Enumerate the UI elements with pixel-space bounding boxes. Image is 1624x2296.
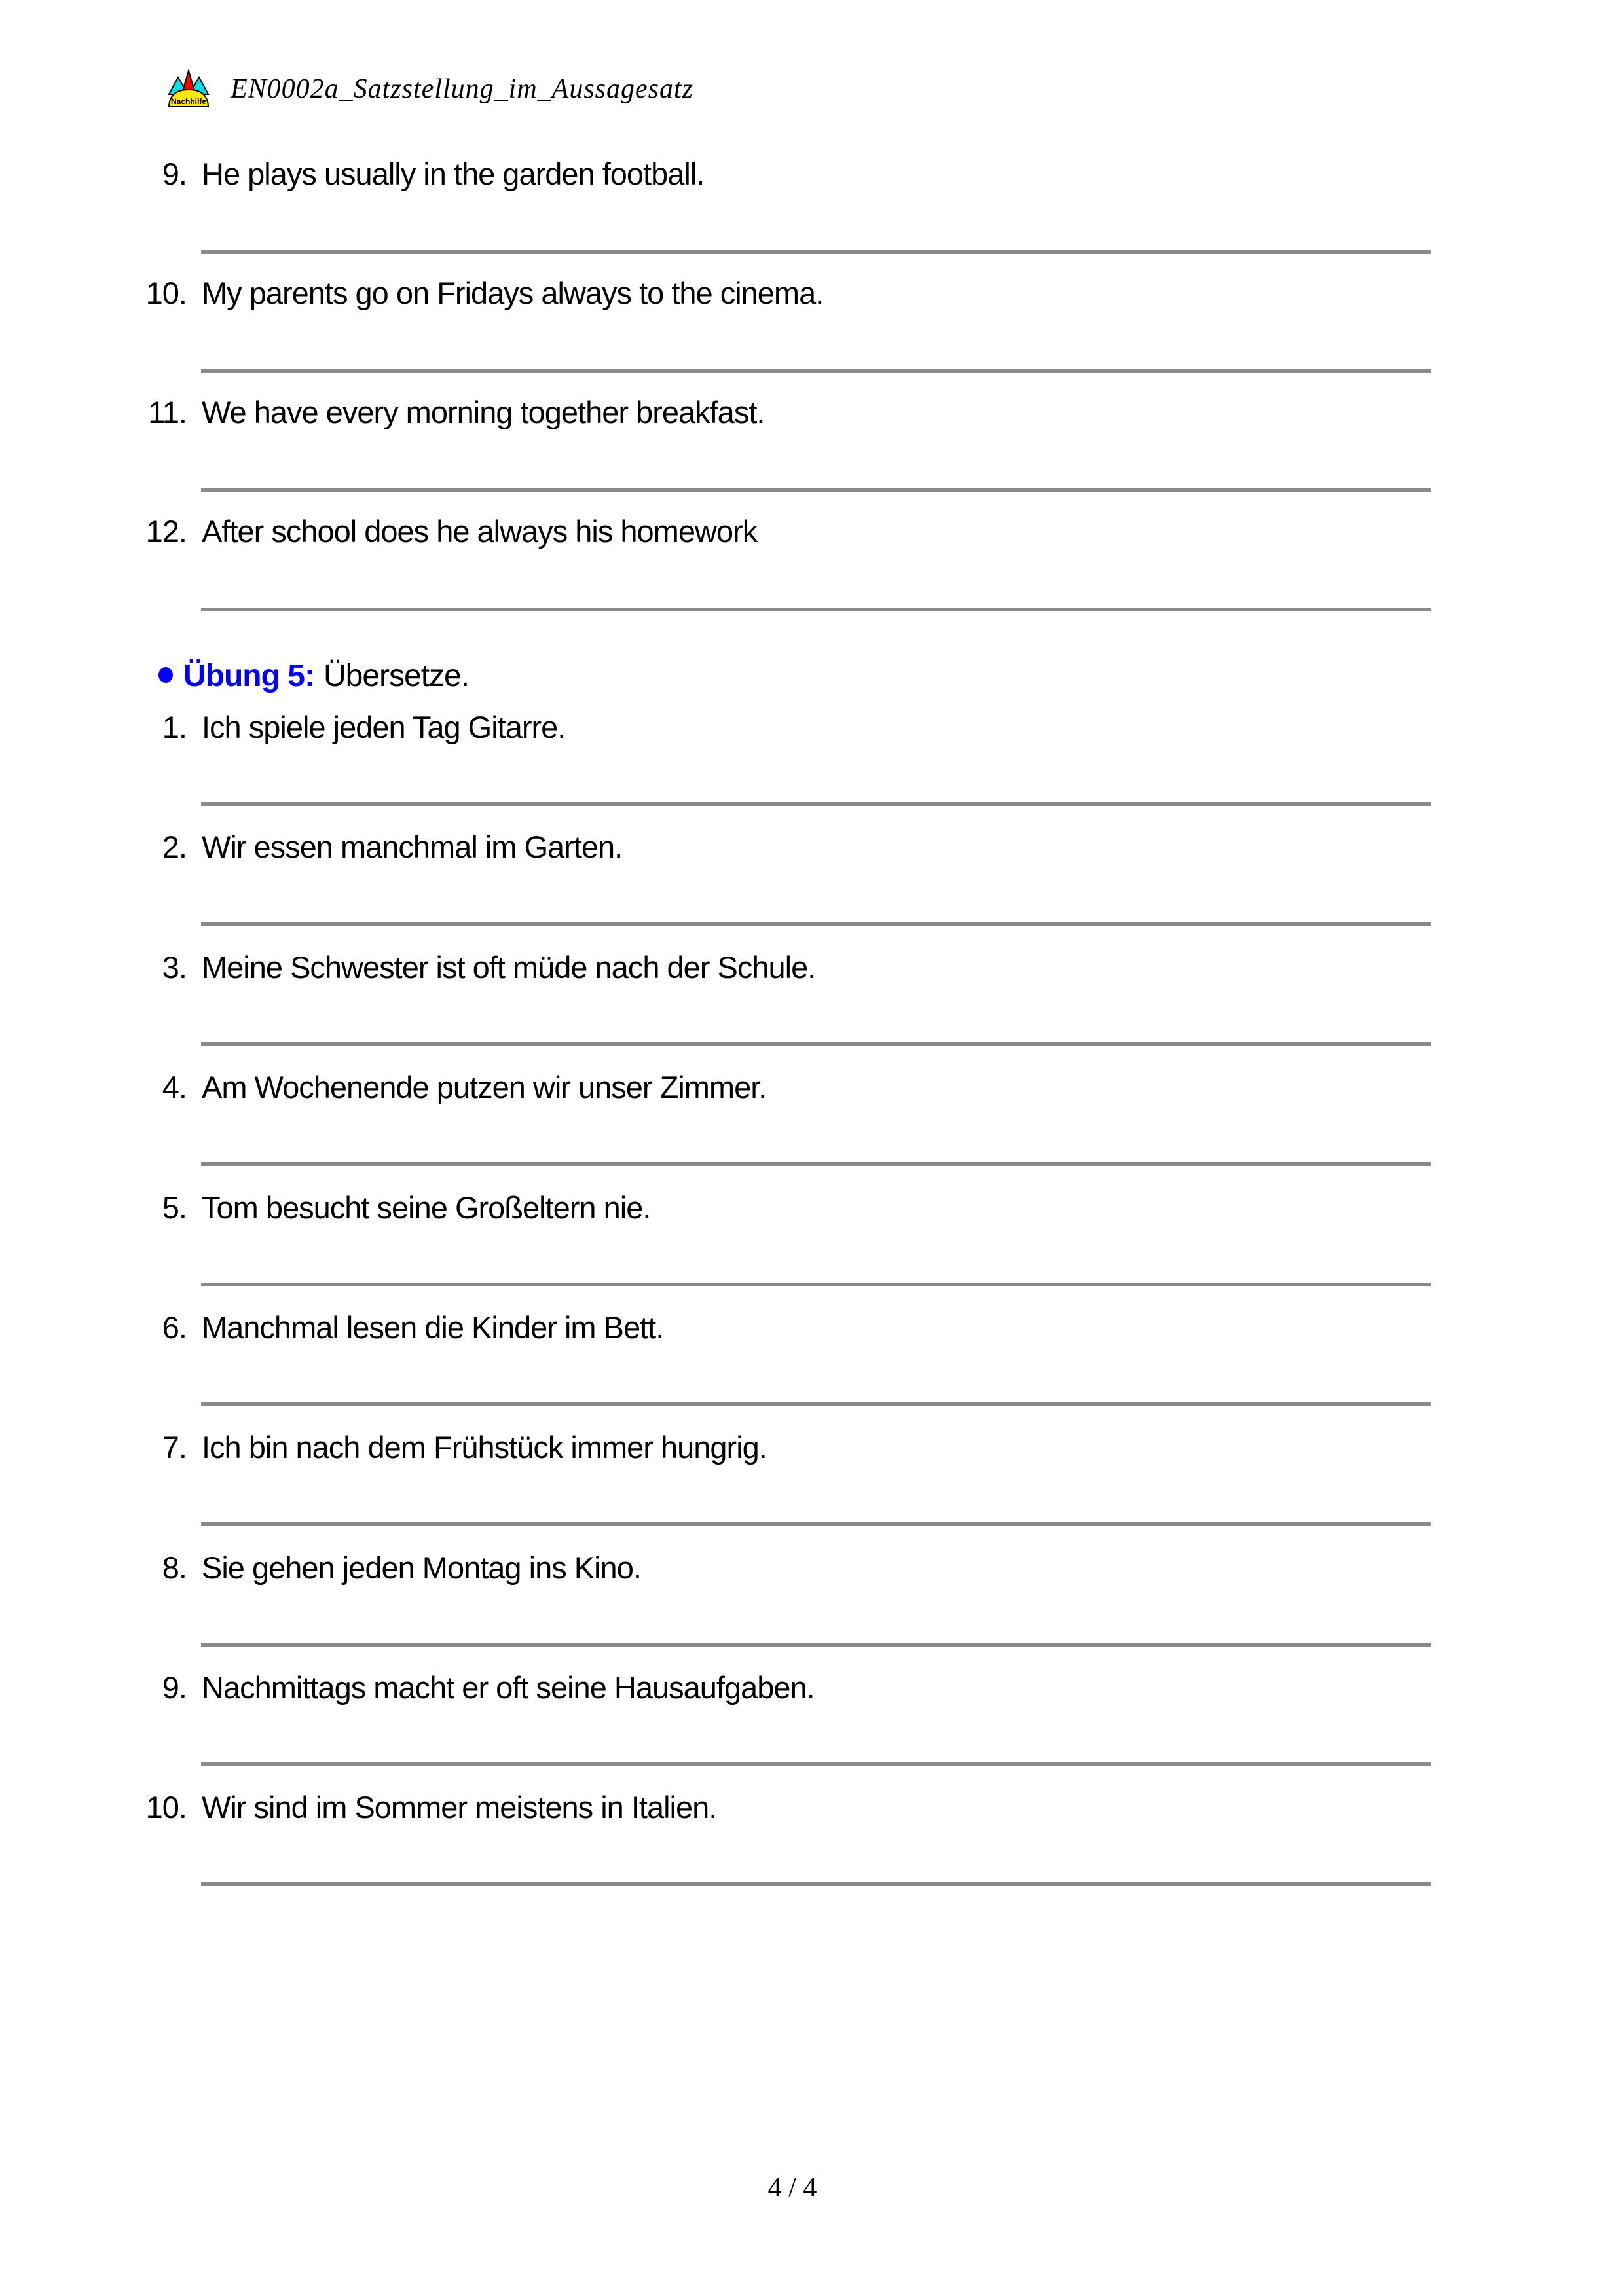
answer-line (201, 1522, 1431, 1526)
item-number: 10. (145, 276, 187, 310)
logo-text: Nachhilfe (170, 97, 207, 106)
answer-line (201, 1643, 1431, 1647)
section-label: Übung 5: (183, 659, 314, 693)
bullet-icon (158, 667, 173, 683)
exercise-item (0, 1309, 1624, 1429)
exercise-item (0, 709, 1624, 828)
nachhilfe-mountain-logo-icon (168, 69, 210, 109)
item-sentence: My parents go on Fridays always to the cinema. (202, 276, 824, 310)
item-sentence: Ich bin nach dem Frühstück immer hungrig. (202, 1430, 767, 1465)
answer-line (201, 369, 1431, 373)
answer-line (201, 1402, 1431, 1406)
item-number: 9. (162, 1670, 187, 1705)
answer-line (201, 488, 1431, 492)
item-sentence: We have every morning together breakfast. (202, 395, 765, 429)
item-number: 4. (162, 1070, 187, 1104)
answer-line (201, 1882, 1431, 1886)
item-sentence: Tom besucht seine Großeltern nie. (202, 1190, 651, 1225)
answer-line (201, 1762, 1431, 1766)
item-sentence: He plays usually in the garden football. (202, 156, 705, 191)
section-heading (158, 656, 469, 697)
item-sentence: Wir essen manchmal im Garten. (202, 829, 623, 864)
item-number: 12. (145, 514, 187, 549)
item-sentence: Wir sind im Sommer meistens in Italien. (202, 1790, 717, 1825)
item-number: 9. (162, 156, 187, 191)
item-number: 8. (162, 1550, 187, 1585)
exercise-item (0, 394, 1624, 513)
exercise-item (0, 513, 1624, 632)
exercise-item (0, 1789, 1624, 1908)
item-number: 11. (148, 395, 187, 429)
exercise-item (0, 1669, 1624, 1789)
item-number: 3. (162, 950, 187, 985)
answer-line (201, 250, 1431, 254)
item-number: 2. (162, 829, 187, 864)
exercise-item (0, 949, 1624, 1068)
exercise-item (0, 1550, 1624, 1669)
item-sentence: Meine Schwester ist oft müde nach der Schule. (202, 950, 816, 985)
answer-line (201, 608, 1431, 611)
exercise-item (0, 275, 1624, 394)
answer-line (201, 802, 1431, 806)
page-header (168, 65, 1215, 113)
exercise-item (0, 829, 1624, 948)
item-sentence: Sie gehen jeden Montag ins Kino. (202, 1550, 641, 1585)
exercise-item (0, 1429, 1624, 1548)
exercise-item (0, 1069, 1624, 1188)
section-instruction: Übersetze. (323, 659, 470, 693)
page-number: 4 / 4 (767, 2173, 817, 2203)
item-number: 1. (162, 710, 187, 744)
item-number: 6. (162, 1310, 187, 1345)
item-sentence: Nachmittags macht er oft seine Hausaufgaben. (202, 1670, 815, 1705)
item-sentence: Ich spiele jeden Tag Gitarre. (202, 710, 566, 744)
answer-line (201, 1162, 1431, 1166)
exercise-item (0, 156, 1624, 275)
item-sentence: Am Wochenende putzen wir unser Zimmer. (202, 1070, 767, 1104)
answer-line (201, 922, 1431, 926)
item-sentence: Manchmal lesen die Kinder im Bett. (202, 1310, 664, 1345)
item-number: 10. (145, 1790, 187, 1825)
answer-line (201, 1042, 1431, 1046)
item-sentence: After school does he always his homework (202, 514, 758, 549)
document-title: EN0002a_Satzstellung_im_Aussagesatz (231, 74, 694, 104)
answer-line (201, 1283, 1431, 1286)
item-number: 5. (162, 1190, 187, 1225)
exercise-item (0, 1190, 1624, 1309)
item-number: 7. (162, 1430, 187, 1465)
